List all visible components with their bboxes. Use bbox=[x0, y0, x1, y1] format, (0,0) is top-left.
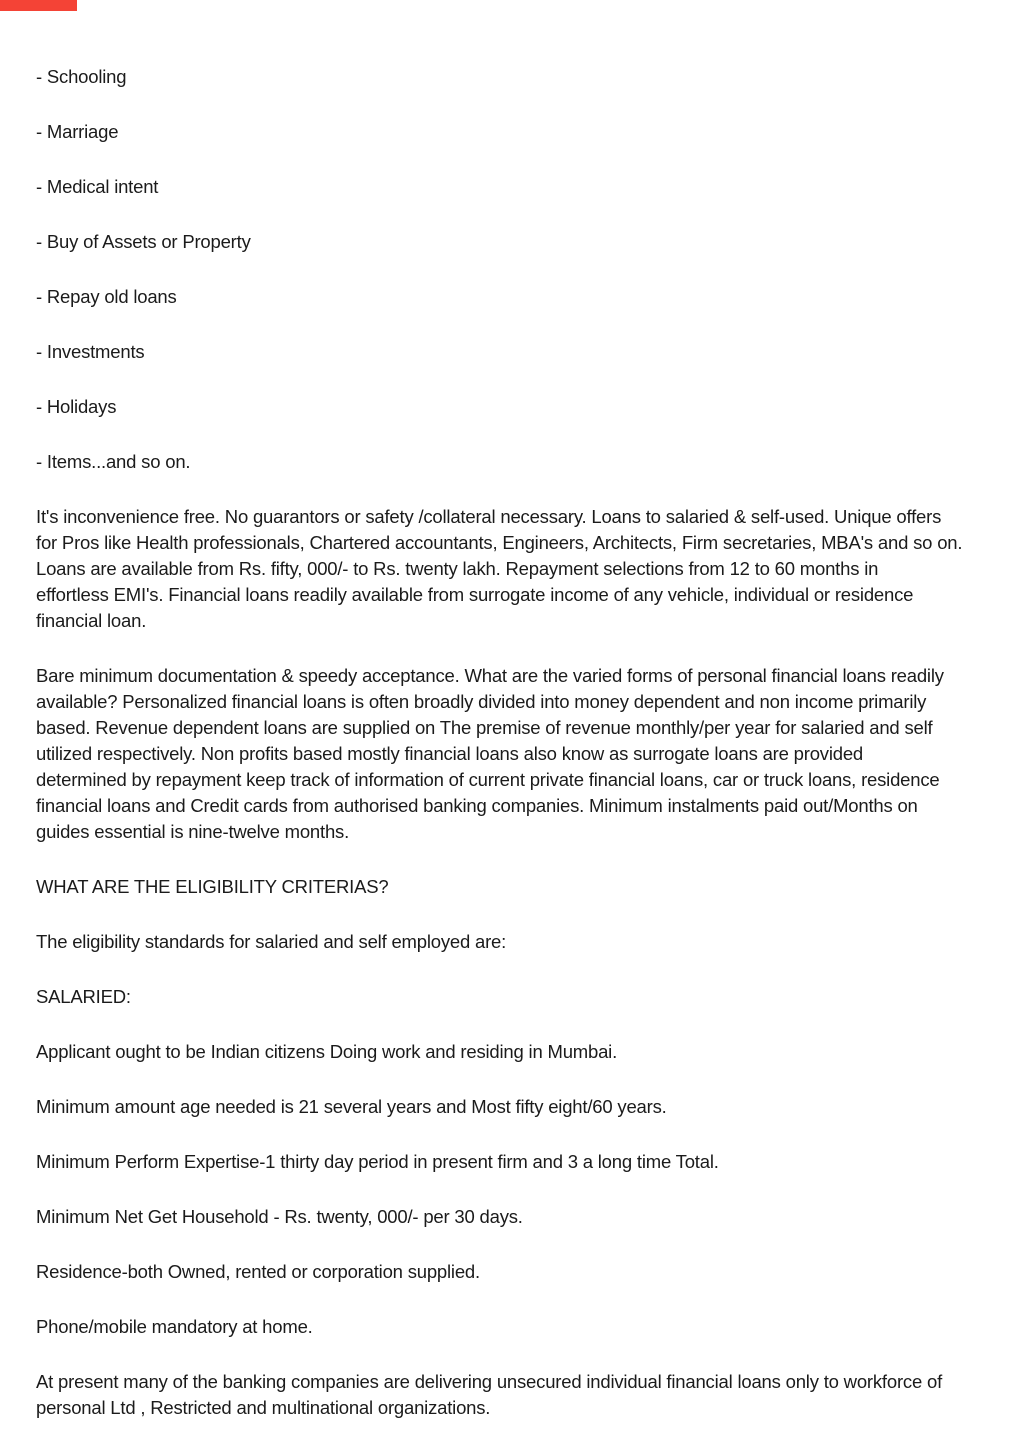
criterion-income: Minimum Net Get Household - Rs. twenty, 000/- per 30 days. bbox=[36, 1206, 523, 1227]
text-line: Bare minimum documentation & speedy acceptance. What are the varied forms of personal financial loans readily bbox=[36, 665, 944, 686]
list-item-repay: - Repay old loans bbox=[36, 286, 177, 307]
criterion-citizenship: Applicant ought to be Indian citizens Doing work and residing in Mumbai. bbox=[36, 1041, 618, 1062]
salaried-heading: SALARIED: bbox=[36, 986, 131, 1007]
text-line: based. Revenue dependent loans are supplied on The premise of revenue monthly/per year for salaried and self bbox=[36, 717, 933, 738]
criterion-residence: Residence-both Owned, rented or corporation supplied. bbox=[36, 1261, 480, 1282]
eligibility-intro: The eligibility standards for salaried and self employed are: bbox=[36, 931, 507, 952]
loan-forms-paragraph bbox=[36, 663, 996, 845]
intro-paragraph bbox=[36, 504, 996, 634]
text-line: determined by repayment keep track of information of current private financial loans, car or truck loans, residence bbox=[36, 769, 940, 790]
text-line: Loans are available from Rs. fifty, 000/- to Rs. twenty lakh. Repayment selections from 12 to 60 months in bbox=[36, 558, 879, 579]
text-line: guides essential is nine-twelve months. bbox=[36, 821, 350, 842]
text-line: effortless EMI's. Financial loans readily available from surrogate income of any vehicle, individual or residence bbox=[36, 584, 914, 605]
text-line: financial loans and Credit cards from authorised banking companies. Minimum instalments paid out/Months on bbox=[36, 795, 918, 816]
text-line: utilized respectively. Non profits based mostly financial loans also know as surrogate loans are provided bbox=[36, 743, 864, 764]
list-item-schooling: - Schooling bbox=[36, 66, 127, 87]
list-item-medical: - Medical intent bbox=[36, 176, 159, 197]
criterion-phone: Phone/mobile mandatory at home. bbox=[36, 1316, 313, 1337]
list-item-assets: - Buy of Assets or Property bbox=[36, 231, 251, 252]
criterion-experience: Minimum Perform Expertise-1 thirty day period in present firm and 3 a long time Total. bbox=[36, 1151, 719, 1172]
list-item-investments: - Investments bbox=[36, 341, 145, 362]
list-item-marriage: - Marriage bbox=[36, 121, 119, 142]
text-line: available? Personalized financial loans is often broadly divided into money dependent and non income primarily bbox=[36, 691, 927, 712]
list-item-items: - Items...and so on. bbox=[36, 451, 191, 472]
closing-paragraph bbox=[36, 1369, 996, 1421]
text-line: At present many of the banking companies are delivering unsecured individual financial loans only to workforce of bbox=[36, 1371, 943, 1392]
list-item-holidays: - Holidays bbox=[36, 396, 117, 417]
text-line: personal Ltd , Restricted and multinational organizations. bbox=[36, 1397, 491, 1418]
top-progress-bar bbox=[0, 0, 77, 11]
criterion-age: Minimum amount age needed is 21 several years and Most fifty eight/60 years. bbox=[36, 1096, 667, 1117]
text-line: It's inconvenience free. No guarantors or safety /collateral necessary. Loans to salaried & self-used. Unique offers bbox=[36, 506, 942, 527]
text-line: financial loan. bbox=[36, 610, 147, 631]
text-line: for Pros like Health professionals, Chartered accountants, Engineers, Architects, Firm secretaries, MBA's and so on. bbox=[36, 532, 963, 553]
eligibility-heading: WHAT ARE THE ELIGIBILITY CRITERIAS? bbox=[36, 876, 389, 897]
